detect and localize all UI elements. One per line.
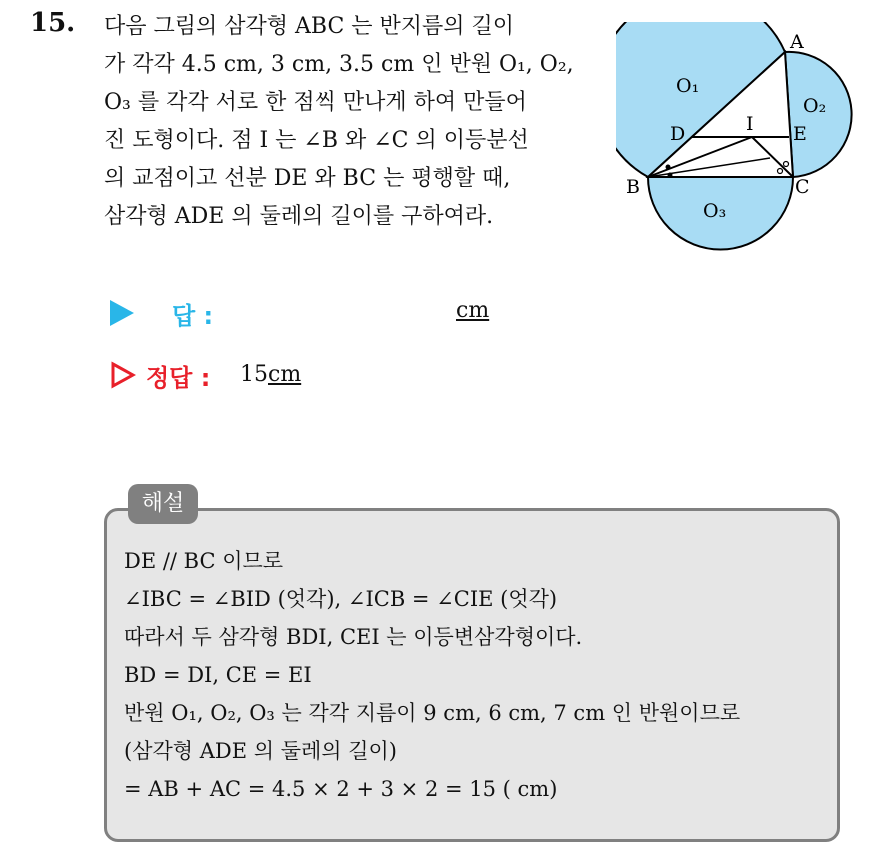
- solution-line: BD = DI, CE = EI: [124, 663, 312, 687]
- angle-mark-b-1: [666, 165, 671, 170]
- label-o1: O₁: [676, 75, 700, 97]
- solution-line: ∠IBC = ∠BID (엇각), ∠ICB = ∠CIE (엇각): [124, 587, 558, 611]
- solution-line: DE // BC 이므로: [124, 549, 284, 573]
- triangle-semicircle-figure: [616, 22, 862, 262]
- correct-value: 15: [240, 362, 268, 387]
- triangle-right-icon: [110, 300, 134, 326]
- correct-value-group: [240, 362, 301, 387]
- question-line: 의 교점이고 선분 DE 와 BC 는 평행할 때,: [104, 166, 511, 191]
- question-line: O₃ 를 각각 서로 한 점씩 만나게 하여 만들어: [104, 90, 527, 115]
- answer-unit: cm: [456, 298, 490, 323]
- question-line: 진 도형이다. 점 I 는 ∠B 와 ∠C 의 이등분선: [104, 128, 529, 153]
- solution-line: (삼각형 ADE 의 둘레의 길이): [124, 739, 397, 763]
- answer-label: 답 :: [172, 302, 214, 330]
- question-number: 15.: [30, 8, 76, 38]
- question-text: [104, 8, 604, 236]
- angle-mark-b-2: [668, 173, 673, 178]
- correct-label: 정답 :: [146, 364, 211, 392]
- question-line: 다음 그림의 삼각형 ABC 는 반지름의 길이: [104, 14, 515, 39]
- label-i: I: [746, 113, 754, 135]
- question-line: 삼각형 ADE 의 둘레의 길이를 구하여라.: [104, 204, 494, 229]
- solution-line: 반원 O₁, O₂, O₃ 는 각각 지름이 9 cm, 6 cm, 7 cm 인 반원이므로: [124, 701, 741, 725]
- label-e: E: [793, 123, 807, 145]
- label-d: D: [670, 123, 686, 145]
- question-line: 가 각각 4.5 cm, 3 cm, 3.5 cm 인 반원 O₁, O₂,: [104, 52, 574, 77]
- label-o3: O₃: [703, 200, 727, 222]
- correct-unit: cm: [268, 362, 302, 387]
- solution-tag: 해설: [128, 484, 198, 524]
- solution-text: [124, 542, 824, 808]
- label-c: C: [795, 176, 810, 198]
- label-b: B: [626, 176, 640, 198]
- triangle-outline-icon: [110, 361, 136, 389]
- solution-line: = AB + AC = 4.5 × 2 + 3 × 2 = 15 ( cm): [124, 777, 558, 801]
- solution-line: 따라서 두 삼각형 BDI, CEI 는 이등변삼각형이다.: [124, 625, 583, 649]
- label-o2: O₂: [803, 95, 827, 117]
- label-a: A: [790, 31, 804, 53]
